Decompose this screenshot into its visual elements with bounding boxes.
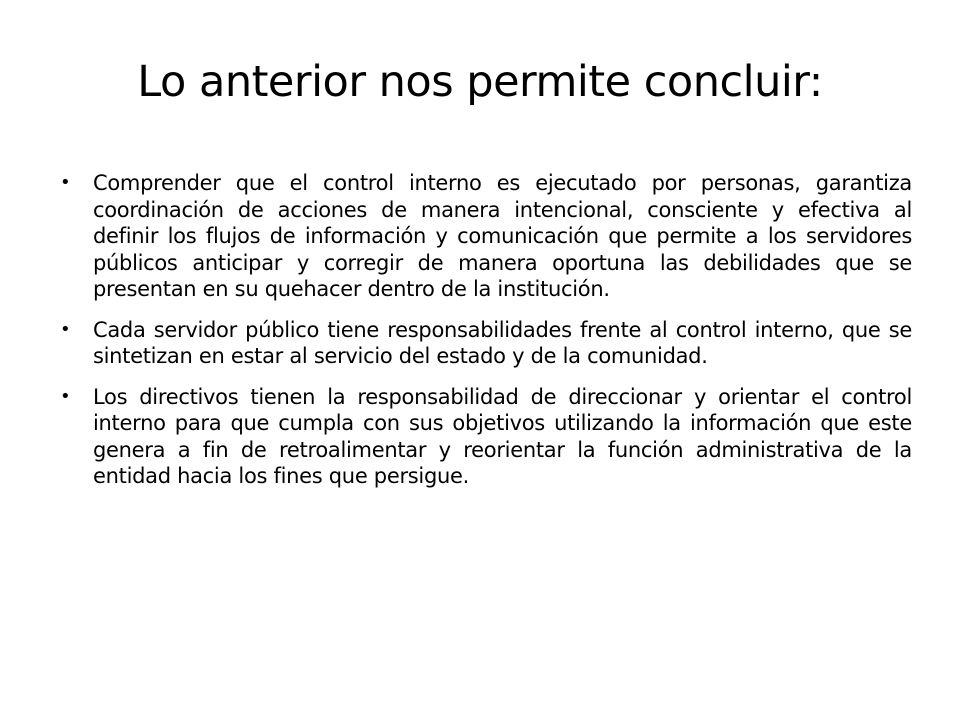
bullet-item bbox=[60, 317, 912, 370]
bullet-marker: • bbox=[60, 318, 71, 340]
slide-title: Lo anterior nos permite concluir: bbox=[137, 57, 823, 107]
bullet-text: Comprender que el control interno es ejecutado por personas, garantiza coordinación de acciones de manera intencional, consciente y efectiva al definir los flujos de información y comunicación que permite a los servidores públicos anticipar y corregir de manera oportuna las debilidades que se presentan en su quehacer dentro de la institución. bbox=[93, 171, 912, 301]
bullet-item bbox=[60, 384, 912, 490]
bullet-marker: • bbox=[60, 385, 71, 407]
bullet-marker: • bbox=[60, 172, 71, 193]
bullet-text: Cada servidor público tiene responsabilidades frente al control interno, que se sintetizan en estar al servicio del estado y de la comunidad. bbox=[93, 317, 912, 368]
bullet-text: Los directivos tienen la responsabilidad de direccionar y orientar el control interno para que cumpla con sus objetivos utilizando la información que este genera a fin de retroalimentar y reorientar la función administrativa de la entidad hacia los fines que persigue. bbox=[93, 384, 912, 488]
bullet-list bbox=[60, 170, 912, 504]
bullet-item bbox=[60, 170, 912, 303]
